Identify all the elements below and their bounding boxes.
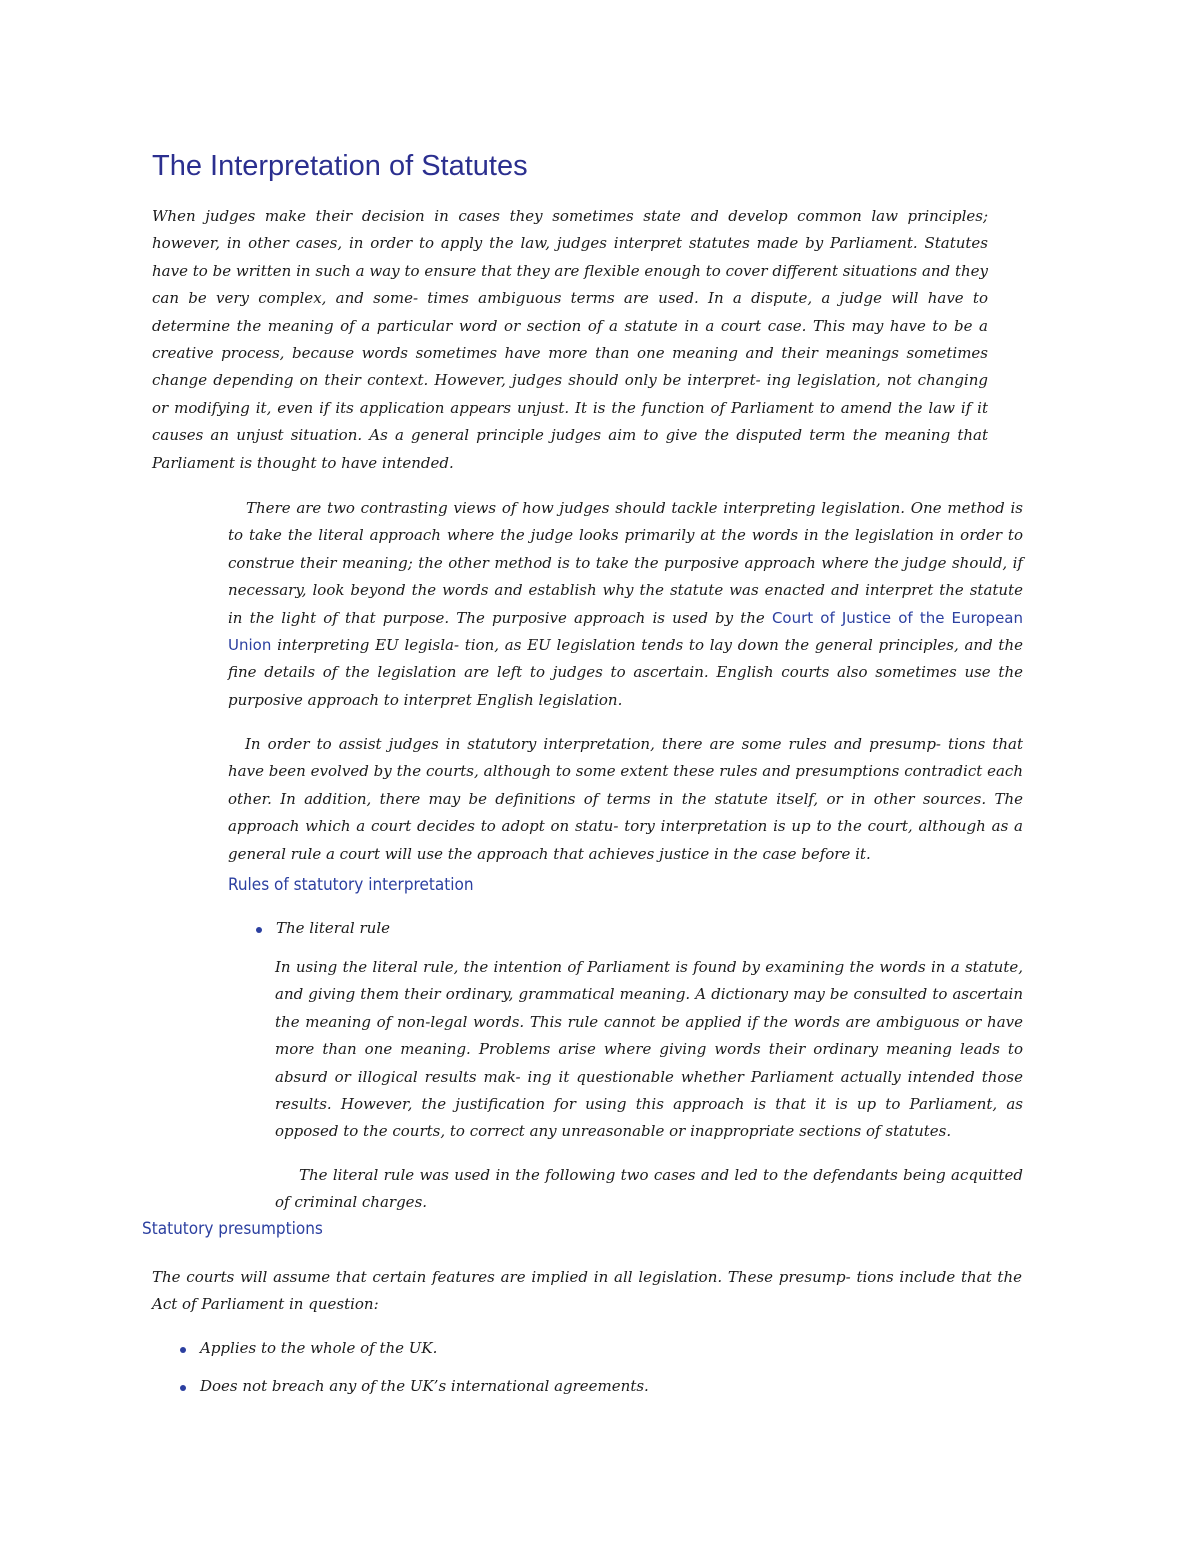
rules-heading: Rules of statutory interpretation <box>228 875 474 895</box>
bullet-dot-icon <box>256 927 262 933</box>
views-paragraph <box>228 495 1023 714</box>
bullet-dot-icon <box>180 1385 186 1391</box>
presumptions-intro: The courts will assume that certain features are implied in all legislation. These presump- tions include that the Act of Parliament in question: <box>152 1268 1022 1314</box>
intro-paragraph: When judges make their decision in cases they sometimes state and develop common law principles; however, in other cases, in order to apply the law, judges interpret statutes made by Parliament. Statutes have to be written in such a way to ensure that they are flexible enough to cover different situations and they can be very complex, and some- times ambiguous terms are used. In a dispute, a judge will have to determine the meaning of a particular word or section of a statute in a court case. This may have to be a creative process, because words sometimes have more than one meaning and their meanings sometimes change depending on their context. However, judges should only be interpret- ing legislation, not changing or modifying it, even if its application appears unjust. It is the function of Parliament to amend the law if it causes an unjust situation. As a general principle judges aim to give the disputed term the meaning that Parliament is thought to have intended. <box>152 207 988 472</box>
bullet-dot-icon <box>180 1347 186 1353</box>
cjeu-link[interactable]: Court of Justice of the European Union <box>228 608 1024 655</box>
literal-rule-cases-note: The literal rule was used in the following two cases and led to the defendants being acquitted of criminal charges. <box>275 1166 1023 1212</box>
views-text-after-link: interpreting EU legisla- tion, as EU legislation tends to lay down the general principles, and the fine details of the legislation are left to judges to ascertain. English courts also sometimes use the purposive approach to interpret English legislation. <box>228 636 1023 709</box>
presumption-item: Does not breach any of the UK’s international agreements. <box>200 1377 649 1395</box>
presumptions-heading: Statutory presumptions <box>142 1219 323 1239</box>
assist-paragraph: In order to assist judges in statutory interpretation, there are some rules and presump- tions that have been evolved by the courts, although to some extent these rules and presumptions contradict each other. In addition, there may be definitions of terms in the statute itself, or in other sources. The approach which a court decides to adopt on statu- tory interpretation is up to the court, although as a general rule a court will use the approach that achieves justice in the case before it. <box>228 735 1023 863</box>
presumption-item: Applies to the whole of the UK. <box>200 1339 438 1357</box>
literal-rule-description: In using the literal rule, the intention of Parliament is found by examining the words in a statute, and giving them their ordinary, grammatical meaning. A dictionary may be consulted to ascertain the meaning of non-legal words. This rule cannot be applied if the words are ambiguous or have more than one meaning. Problems arise where giving words their ordinary meaning leads to absurd or illogical results mak- ing it questionable whether Parliament actually intended those results. However, the justification for using this approach is that it is up to Parliament, as opposed to the courts, to correct any unreasonable or inappropriate sections of statutes. <box>275 958 1023 1141</box>
page-title: The Interpretation of Statutes <box>152 150 528 182</box>
literal-rule-bullet: The literal rule <box>276 919 390 937</box>
views-text-before-link: There are two contrasting views of how judges should tackle interpreting legislation. One method is to take the literal approach where the judge looks primarily at the words in the legislation in order to construe their meaning; the other method is to take the purposive approach where the judge should, if necessary, look beyond the words and establish why the statute was enacted and interpret the statute in the light of that purpose. The purposive approach is used by the <box>228 499 1023 627</box>
